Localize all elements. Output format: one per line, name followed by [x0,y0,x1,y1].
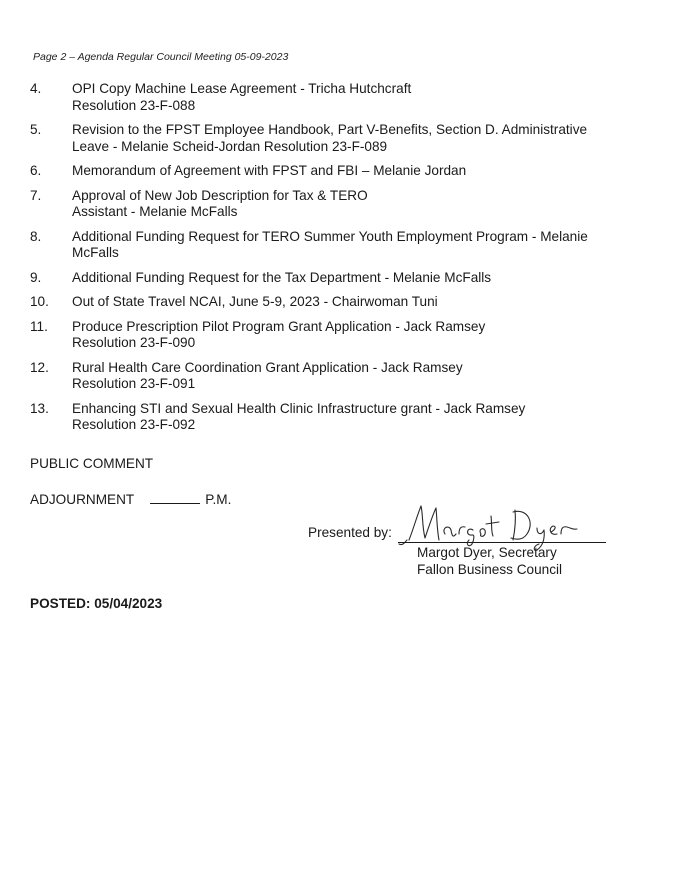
adjournment-time-suffix: P.M. [205,492,232,507]
item-text [72,294,660,311]
agenda-item-12 [30,360,660,393]
signer-organization: Fallon Business Council [417,562,563,577]
item-line: Additional Funding Request for the Tax Department - Melanie McFalls [72,269,492,285]
agenda-item-4 [30,81,660,114]
presented-by-label: Presented by: [308,525,392,540]
agenda-item-10 [30,294,660,311]
agenda-item-5 [30,122,660,155]
item-line: Resolution 23-F-090 [72,335,196,350]
agenda-item-11 [30,319,660,352]
adjournment-line [30,491,231,507]
page-header: Page 2 – Agenda Regular Council Meeting 05-09-2023 [33,51,289,63]
item-text [72,163,660,180]
item-text [72,81,660,114]
item-text [72,270,660,287]
public-comment-heading: PUBLIC COMMENT [30,456,154,471]
item-number: 5. [30,122,42,137]
item-number: 8. [30,228,42,244]
item-line: Leave - Melanie Scheid-Jordan Resolution 23-F-089 [72,138,388,154]
item-line: Enhancing STI and Sexual Health Clinic Infrastructure grant - Jack Ramsey [72,400,526,416]
item-line: OPI Copy Machine Lease Agreement - Tricha Hutchcraft [72,81,412,96]
agenda-item-13 [30,401,660,434]
item-line: Approval of New Job Description for Tax & TERO [72,187,368,203]
item-line: Produce Prescription Pilot Program Grant Application - Jack Ramsey [72,318,486,334]
posted-date: POSTED: 05/04/2023 [30,596,163,611]
signer-name-title: Margot Dyer, Secretary [417,545,557,560]
item-number: 4. [30,81,42,96]
item-line: Revision to the FPST Employee Handbook, Part V-Benefits, Section D. Administrative [72,122,588,137]
item-line: Additional Funding Request for TERO Summer Youth Employment Program - Melanie [72,228,588,244]
item-number: 7. [30,187,42,203]
item-number: 9. [30,269,42,285]
item-text [72,229,660,262]
item-text [72,401,660,434]
item-text [72,360,660,393]
item-line: Resolution 23-F-092 [72,417,196,432]
item-line: Out of State Travel NCAI, June 5-9, 2023 - Chairwoman Tuni [72,294,438,309]
item-number: 6. [30,163,42,178]
item-number: 10. [30,294,49,309]
agenda-item-8 [30,229,660,262]
item-number: 12. [30,359,49,375]
signature-line [398,542,606,543]
agenda-item-7 [30,188,660,221]
item-text [72,319,660,352]
item-number: 11. [30,318,48,334]
adjournment-time-blank [150,491,200,504]
agenda-list [30,81,660,442]
item-line: Resolution 23-F-091 [72,376,196,391]
agenda-item-6 [30,163,660,180]
item-line: McFalls [72,245,119,260]
item-line: Assistant - Melanie McFalls [72,204,238,219]
item-line: Memorandum of Agreement with FPST and FBI – Melanie Jordan [72,163,467,178]
item-number: 13. [30,400,49,416]
agenda-item-9 [30,270,660,287]
item-text [72,122,660,155]
adjournment-label: ADJOURNMENT [30,492,135,507]
item-line: Rural Health Care Coordination Grant Application - Jack Ramsey [72,359,463,375]
item-text [72,188,660,221]
item-line: Resolution 23-F-088 [72,97,196,113]
